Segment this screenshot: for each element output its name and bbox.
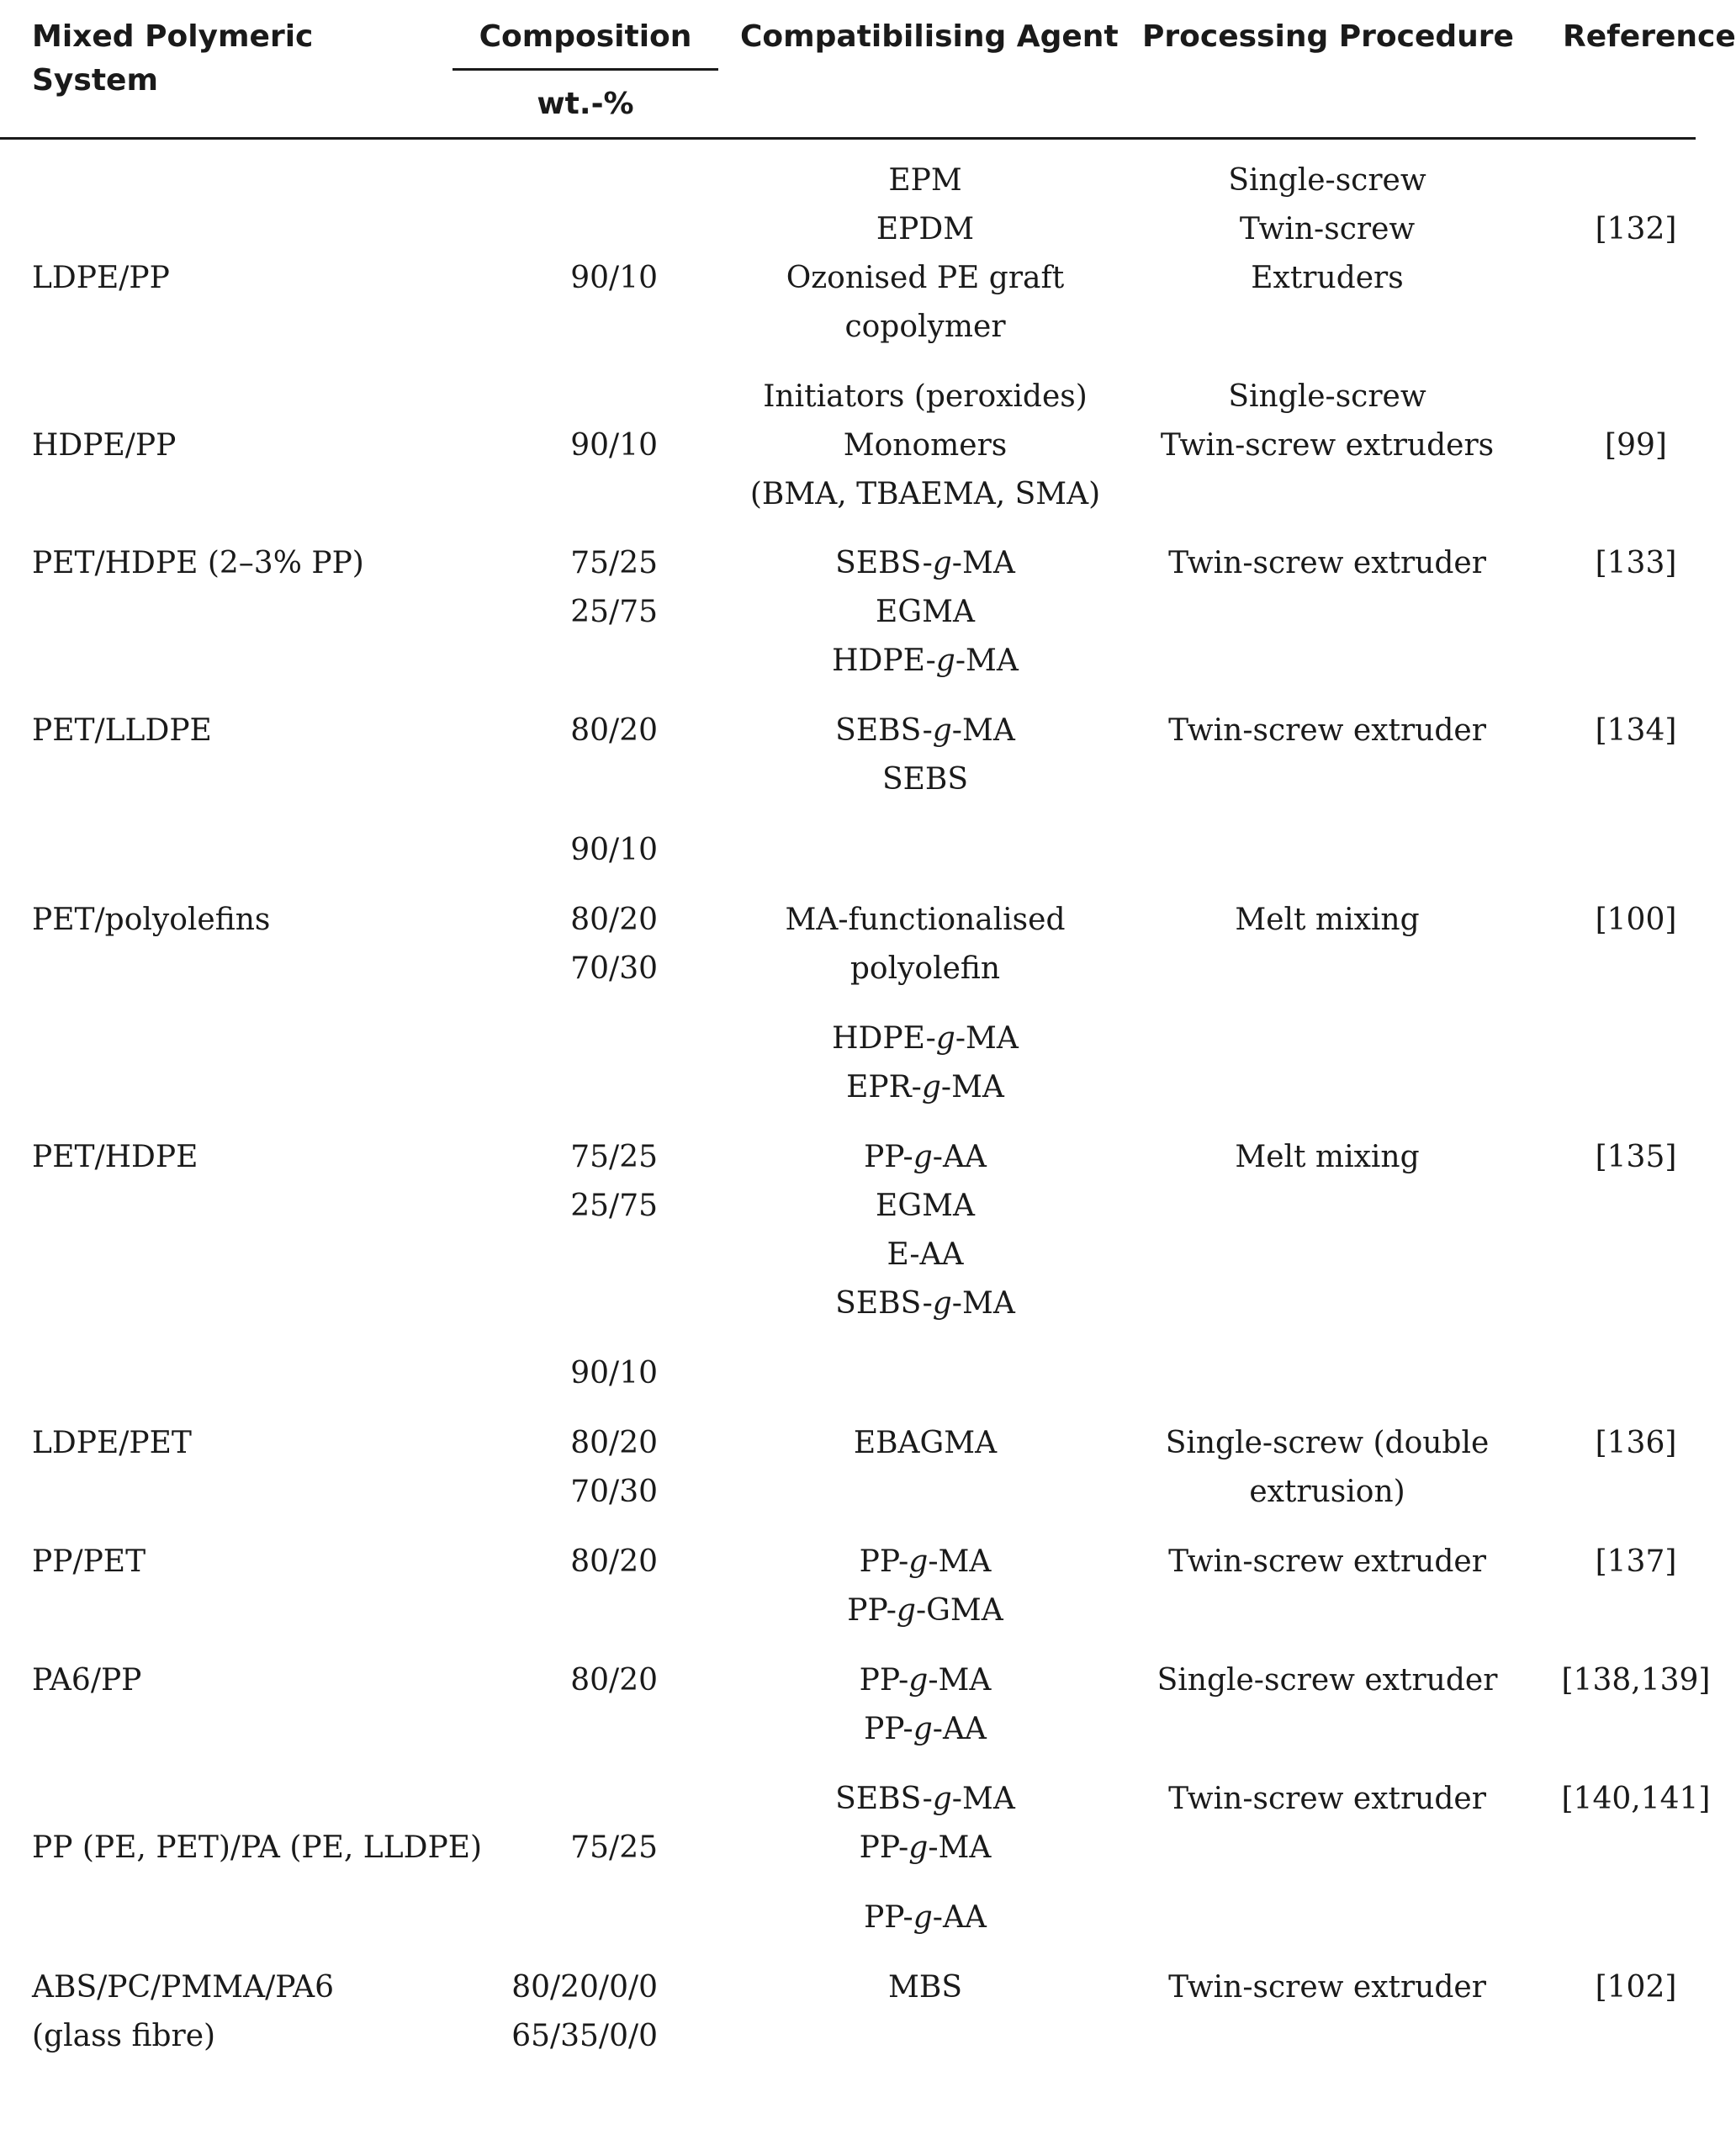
cell-agent <box>740 156 1110 352</box>
cell-line: 70/30 <box>570 1475 658 1509</box>
cell-system <box>32 1824 482 1872</box>
cell-line: PET/LLDPE <box>32 713 212 748</box>
cell-agent <box>740 1538 1110 1635</box>
cell-system <box>32 421 176 470</box>
cell-line: Extruders <box>1251 261 1404 295</box>
cell-line: Ozonised PE graft <box>786 261 1065 295</box>
cell-line: SEBS-g-MA <box>835 1286 1015 1321</box>
cell-agent <box>740 896 1110 993</box>
cell-procedure <box>1142 1133 1512 1182</box>
cell-procedure <box>1142 539 1512 588</box>
cell-line: LDPE/PP <box>32 261 170 295</box>
cell-line: 80/20 <box>570 1544 658 1579</box>
cell-line: MBS <box>888 1970 962 2005</box>
cell-line: Monomers <box>843 428 1008 463</box>
cell-composition <box>570 254 658 303</box>
cell-line: Twin-screw extruder <box>1168 1544 1486 1579</box>
cell-line: PP-g-AA <box>864 1140 987 1174</box>
cell-system <box>32 1656 141 1705</box>
cell-line: Initiators (peroxides) <box>763 379 1088 414</box>
cell-system <box>32 254 170 303</box>
cell-line: PP/PET <box>32 1544 146 1579</box>
cell-procedure <box>1142 156 1512 303</box>
cell-line: (BMA, TBAEMA, SMA) <box>749 477 1101 511</box>
cell-line: EPDM <box>876 212 975 246</box>
cell-procedure <box>1142 373 1512 470</box>
cell-line: 90/10 <box>570 1356 658 1390</box>
cell-line: PP-g-MA <box>859 1830 992 1865</box>
cell-system <box>32 1963 334 2061</box>
cell-system <box>32 896 270 945</box>
cell-line: 75/25 <box>570 546 658 580</box>
header-agent: Compatibilising Agent <box>740 19 1119 54</box>
cell-line: 75/25 <box>570 1140 658 1174</box>
cell-line: SEBS-g-MA <box>835 713 1015 748</box>
cell-reference: [102] <box>1595 1970 1677 2005</box>
cell-line: PET/HDPE (2–3% PP) <box>32 546 364 580</box>
cell-line: Single-screw extruder <box>1156 1663 1498 1698</box>
cell-agent <box>740 707 1110 804</box>
cell-composition <box>570 1349 658 1398</box>
cell-system <box>32 1419 192 1468</box>
cell-line: 80/20/0/0 <box>511 1970 658 2005</box>
cell-reference: [133] <box>1595 546 1677 580</box>
cell-line: LDPE/PET <box>32 1426 192 1460</box>
header-composition-unit: wt.-% <box>537 87 634 121</box>
cell-line: copolymer <box>844 310 1006 344</box>
cell-agent <box>740 1419 1110 1468</box>
cell-line: 90/10 <box>570 833 658 867</box>
cell-line: EGMA <box>876 1189 975 1223</box>
cell-line: polyolefin <box>849 951 1001 986</box>
cell-composition <box>570 1656 658 1705</box>
cell-composition <box>570 896 658 993</box>
cell-composition <box>511 1963 658 2061</box>
cell-line: 90/10 <box>570 261 658 295</box>
cell-line: PET/HDPE <box>32 1140 198 1174</box>
cell-composition <box>570 421 658 470</box>
cell-line: HDPE-g-MA <box>832 644 1019 678</box>
cell-agent <box>740 1775 1110 1872</box>
cell-composition <box>570 1133 658 1231</box>
cell-reference: [99] <box>1605 428 1667 463</box>
cell-line: PP (PE, PET)/PA (PE, LLDPE) <box>32 1830 483 1865</box>
cell-line: Melt mixing <box>1235 1140 1420 1174</box>
cell-reference: [100] <box>1595 903 1677 937</box>
cell-line: Melt mixing <box>1235 903 1420 937</box>
cell-composition <box>570 1538 658 1586</box>
cell-line: EPR-g-MA <box>846 1070 1004 1104</box>
cell-agent <box>740 539 1110 686</box>
cell-line: Single-screw <box>1228 163 1426 198</box>
cell-reference: [138,139] <box>1561 1663 1711 1698</box>
cell-line: 65/35/0/0 <box>511 2019 658 2053</box>
cell-system <box>32 1538 146 1586</box>
cell-line: EGMA <box>876 595 975 629</box>
cell-procedure <box>1142 1775 1512 1824</box>
cell-line: PP-g-MA <box>859 1663 992 1698</box>
cell-procedure <box>1142 1538 1512 1586</box>
cell-line: SEBS-g-MA <box>835 546 1015 580</box>
cell-line: HDPE-g-MA <box>832 1021 1019 1056</box>
cell-line: PP-g-AA <box>864 1712 987 1746</box>
cell-reference: [135] <box>1595 1140 1677 1174</box>
cell-composition <box>570 826 658 875</box>
cell-line: 80/20 <box>570 1663 658 1698</box>
cell-line: extrusion) <box>1249 1475 1405 1509</box>
cell-line: SEBS <box>881 762 969 797</box>
cell-line: 80/20 <box>570 713 658 748</box>
cell-procedure <box>1142 1656 1512 1705</box>
cell-line: Twin-screw extruder <box>1168 1970 1486 2005</box>
header-system <box>32 15 313 103</box>
cell-reference: [137] <box>1595 1544 1677 1579</box>
composition-underline <box>453 68 718 71</box>
cell-line: E-AA <box>887 1237 964 1272</box>
header-procedure: Processing Procedure <box>1142 19 1514 54</box>
cell-agent <box>740 1133 1110 1328</box>
cell-system <box>32 707 212 755</box>
cell-line: PA6/PP <box>32 1663 142 1698</box>
cell-line: ABS/PC/PMMA/PA6 <box>32 1970 335 2005</box>
cell-line: PET/polyolefins <box>32 903 271 937</box>
cell-system <box>32 1133 198 1182</box>
cell-composition <box>570 707 658 755</box>
cell-line: PP-g-AA <box>864 1900 987 1935</box>
cell-line: 25/75 <box>570 1189 658 1223</box>
cell-agent <box>740 1963 1110 2012</box>
cell-line: Twin-screw extruders <box>1160 428 1495 463</box>
cell-line: PP-g-MA <box>859 1544 992 1579</box>
cell-agent <box>740 1014 1110 1112</box>
cell-procedure <box>1142 896 1512 945</box>
header-composition: Composition <box>479 19 692 54</box>
header-reference: Reference <box>1563 19 1736 54</box>
cell-agent <box>740 1894 1110 1942</box>
cell-line: HDPE/PP <box>32 428 177 463</box>
cell-composition <box>570 539 658 637</box>
cell-line: Twin-screw extruder <box>1168 546 1486 580</box>
cell-line: Twin-screw extruder <box>1168 1782 1486 1816</box>
cell-line: EPM <box>888 163 962 198</box>
cell-line: Twin-screw extruder <box>1168 713 1486 748</box>
cell-procedure <box>1142 1963 1512 2012</box>
cell-line: 25/75 <box>570 595 658 629</box>
cell-line: 90/10 <box>570 428 658 463</box>
cell-composition <box>570 1419 658 1517</box>
cell-agent <box>740 1656 1110 1754</box>
cell-line: Single-screw <box>1228 379 1426 414</box>
cell-composition <box>570 1824 658 1872</box>
cell-reference: [136] <box>1595 1426 1677 1460</box>
cell-procedure <box>1142 1419 1512 1517</box>
cell-line: (glass fibre) <box>32 2019 216 2053</box>
cell-agent <box>740 373 1110 519</box>
header-system-line: Mixed Polymeric <box>32 19 314 54</box>
cell-line: 70/30 <box>570 951 658 986</box>
header-system-line: System <box>32 63 158 98</box>
cell-line: MA-functionalised <box>785 903 1066 937</box>
cell-line: PP-g-GMA <box>847 1593 1003 1628</box>
cell-line: EBAGMA <box>853 1426 998 1460</box>
cell-line: 75/25 <box>570 1830 658 1865</box>
cell-line: 80/20 <box>570 903 658 937</box>
cell-line: SEBS-g-MA <box>835 1782 1015 1816</box>
cell-line: 80/20 <box>570 1426 658 1460</box>
cell-procedure <box>1142 707 1512 755</box>
cell-reference: [134] <box>1595 713 1677 748</box>
cell-reference: [132] <box>1595 212 1677 246</box>
header-rule <box>0 137 1696 140</box>
cell-line: Single-screw (double <box>1165 1426 1490 1460</box>
cell-reference: [140,141] <box>1561 1782 1711 1816</box>
cell-system <box>32 539 364 588</box>
cell-line: Twin-screw <box>1239 212 1416 246</box>
